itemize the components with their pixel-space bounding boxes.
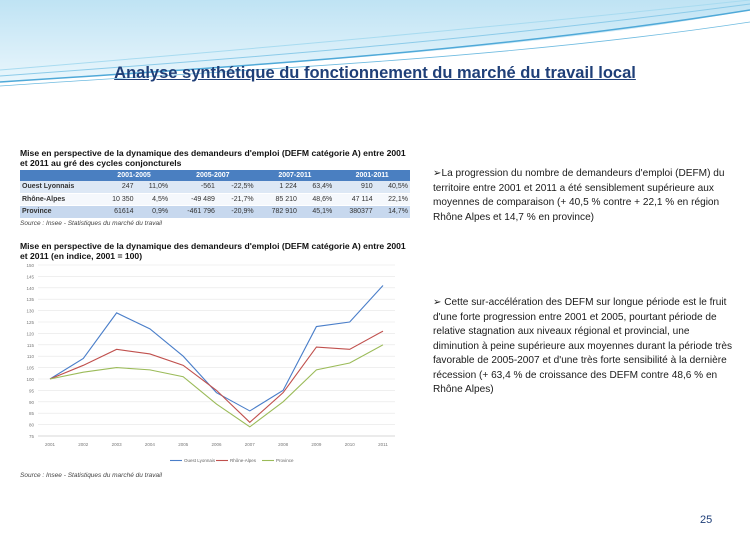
table-title: Mise en perspective de la dynamique des demandeurs d'emploi (DEFM catégorie A) entre 2001 et 2011 au gré des cycles conjoncturels	[20, 148, 406, 168]
y-tick-label: 100	[26, 377, 34, 382]
table-row	[20, 193, 410, 206]
y-tick-label: 120	[26, 331, 34, 337]
table-cell: -461 796	[170, 206, 217, 219]
chart-block	[20, 241, 410, 479]
table-cell: 22,1%	[375, 193, 410, 206]
table-cell: 910	[334, 181, 374, 193]
x-tick-label: 2009	[311, 442, 322, 447]
y-tick-label: 140	[26, 285, 34, 291]
y-tick-label: 115	[26, 342, 34, 348]
table-cell: 1 224	[256, 181, 299, 193]
text-paragraph-2: ➢ Cette sur-accélération des DEFM sur longue période est le fruit d'une forte progression entre 2001 et 2005, pourtant période de relative stagnation aux niveaux régional et provincial, une diminution à peine supérieure aux moyennes durant la période très favorable de 2005-2007 et d'une très forte sensibilité à la dernière récession (+ 63,4 % de croissance des DEFM contre 48,6 % en Rhône Alpes)	[433, 297, 733, 395]
table-cell: -561	[170, 181, 217, 193]
x-tick-label: 2011	[378, 442, 388, 447]
table-row	[20, 206, 410, 219]
y-tick-label: 80	[28, 422, 34, 428]
chart-title: Mise en perspective de la dynamique des demandeurs d'emploi (DEFM catégorie A) entre 2001 et 2011 (en indice, 2001 = 100)	[20, 241, 406, 261]
table-header-cell: 2001-2005	[98, 170, 170, 181]
y-tick-label: 95	[28, 388, 34, 394]
table-cell: 247	[98, 181, 136, 193]
legend-label: Ouest Lyonnais	[184, 458, 216, 463]
x-tick-label: 2003	[111, 442, 122, 447]
line-chart	[20, 261, 405, 471]
table-header-cell: 2001-2011	[334, 170, 410, 181]
x-tick-label: 2005	[178, 442, 189, 447]
table-cell: 380377	[334, 206, 374, 219]
y-tick-label: 90	[28, 399, 34, 405]
table-cell: 63,4%	[299, 181, 334, 193]
row-label: Province	[20, 206, 98, 219]
y-tick-label: 110	[26, 354, 34, 360]
x-tick-label: 2006	[211, 442, 222, 447]
table-cell: 45,1%	[299, 206, 334, 219]
y-tick-label: 150	[26, 263, 34, 268]
stats-table-block	[20, 148, 410, 228]
legend-label: Province	[276, 458, 294, 463]
page-number: 25	[700, 514, 713, 526]
table-cell: 10 350	[98, 193, 136, 206]
slide-title: Analyse synthétique du fonctionnement du marché du travail local	[114, 64, 636, 82]
stats-table	[20, 170, 410, 219]
table-cell: -22,5%	[217, 181, 256, 193]
table-cell: 11,0%	[136, 181, 171, 193]
table-cell: 4,5%	[136, 193, 171, 206]
table-cell: 14,7%	[375, 206, 410, 219]
row-label: Ouest Lyonnais	[20, 181, 98, 193]
table-source: Source : Insee - Statistiques du marché du travail	[20, 219, 162, 227]
table-row	[20, 181, 410, 193]
y-tick-label: 135	[26, 297, 34, 303]
y-tick-label: 125	[26, 320, 34, 325]
y-tick-label: 130	[26, 308, 34, 314]
table-header-cell: 2007-2011	[256, 170, 335, 181]
x-tick-label: 2008	[278, 442, 289, 447]
x-tick-label: 2004	[144, 442, 155, 447]
x-tick-label: 2002	[78, 442, 89, 447]
x-tick-label: 2001	[44, 442, 56, 447]
table-cell: -49 489	[170, 193, 217, 206]
table-cell: 48,6%	[299, 193, 334, 206]
table-cell: 40,5%	[375, 181, 410, 193]
y-tick-label: 145	[26, 274, 34, 280]
table-cell: 0,9%	[136, 206, 171, 219]
table-cell: 47 114	[334, 193, 374, 206]
y-tick-label: 105	[26, 365, 34, 371]
y-tick-label: 75	[28, 434, 34, 439]
table-header-cell: 2005-2007	[170, 170, 256, 181]
table-cell: -21,7%	[217, 193, 256, 206]
legend-label: Rhône-Alpes	[230, 458, 257, 463]
table-cell: -20,9%	[217, 206, 256, 219]
chart-source: Source : Insee - Statistiques du marché du travail	[20, 472, 162, 479]
table-header-cell	[20, 170, 98, 181]
table-cell: 85 210	[256, 193, 299, 206]
x-tick-label: 2007	[244, 442, 255, 447]
text-paragraph-1: ➢La progression du nombre de demandeurs d'emploi (DEFM) du territoire entre 2001 et 2011 a été sensiblement supérieure aux moyennes de comparaison (+ 40,5 % contre + 22,1 % en région Rhône Alpes et 14,7 % en province)	[433, 168, 725, 223]
x-tick-label: 2010	[344, 442, 355, 447]
table-header-row	[20, 170, 410, 181]
y-tick-label: 85	[28, 411, 34, 417]
table-cell: 61614	[98, 206, 136, 219]
row-label: Rhône-Alpes	[20, 193, 98, 206]
table-cell: 782 910	[256, 206, 299, 219]
